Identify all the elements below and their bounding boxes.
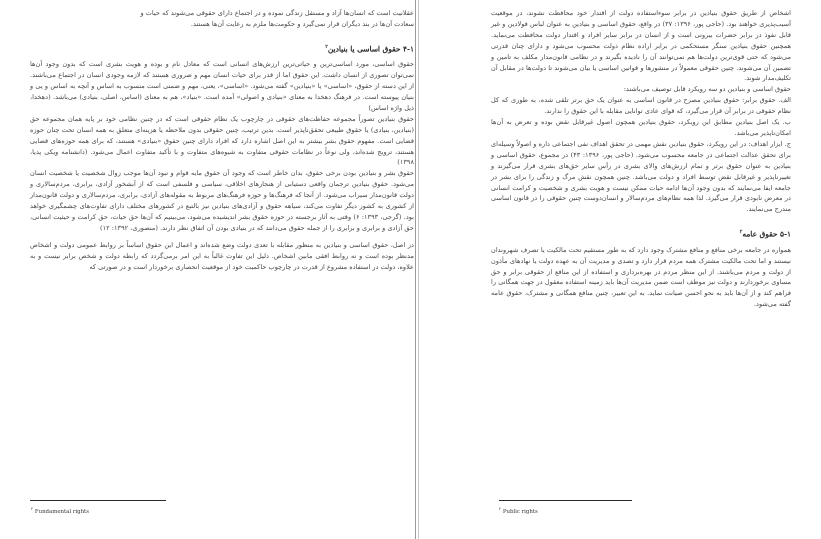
right-footnote-number: ۲ bbox=[499, 506, 502, 511]
right-page-content bbox=[491, 8, 791, 310]
left-footnote-text: Fundamental rights bbox=[34, 508, 89, 515]
right-footnote-text: Public rights bbox=[502, 508, 538, 515]
left-footnote-number: ۲ bbox=[31, 506, 34, 511]
page-divider bbox=[415, 0, 416, 539]
left-paragraph-top-1: عقلانیت است که انسان‌ها آزاد و مستقل زندگی نموده و در اجتماع دارای حقوقی می‌شوند که حیات و bbox=[140, 9, 414, 17]
left-page-content bbox=[30, 8, 414, 273]
left-paragraph-3: حقوق بشر و بنیادین بودن برخی حقوق، بدان خاطر است که وجود آن حقوق مایه قوام و نبود آن‌ها موجب زوال شخصیت یا شخصیت انسان می‌شود. حقوق بنیادین ترجمان واقعی دستیابی از هنجارهای اخلاقی، سیاسی و فلسفی است که از آبشخور آزادی، برابری، مردم‌سالاری و دولت قانون‌مدار سیراب می‌شود. از آنجا که فرهنگ‌ها و حوزه فرهنگ‌های مربوط به مقوله‌های آزادی، برابری، مردم‌سالاری و دولت قانون‌مدار از کشوری به کشور دیگر تفاوت می‌کند، سیاهه حقوق و آزادی‌های بنیادین نیز بالتبع در کشورهای مختلف دارای تفاوت‌های چشمگیری خواهد بود. (گرجی، ۱۳۹۳: ۶) وقتی به آثار برجسته در حوزه حقوق بشر اندیشیده می‌شود، می‌بینیم که آن‌ها حق حیات، حق کرامت و حیثیت انسانی، حق آزادی و برابری و برابری را از جمله حقوق می‌دانند که در بنیادی بودن آن اتفاق نظر دارند. (منصوری، ۱۳۹۲: ۱۲) bbox=[30, 169, 414, 232]
heading-footnote-ref[interactable]: ۲ bbox=[325, 43, 328, 50]
left-paragraph-2: حقوق بنیادین تصوراً مجموعه حفاظت‌های حقوقی در چارچوب یک نظام حقوقی است که در چنین نظامی خود بر پایه همان مجموعه حق‌ (بنیادین، بنیادی) یا حقوق طبیعی تحقق‌ناپذیر است. بدین ترتیب، چنین حقوقی بدون ملاحظه یا هزینه‌ای متعلق به همه انسان تحت چنان حوزه قضایی است. مفهوم حقوق بشر بیشتر به این اصل اشاره دارد که افراد دارای چنین حقوق «بنیادی» هستند، که برای همه حوزه‌های قضایی هستند، ترویج شده‌اند، ولی نوعاً در نظامات حقوقی متفاوت به شیوه‌های متفاوت و با تأکید متفاوت اعمال می‌شود. (دانشنامه ویکی پدیا، ۱۳۹۸) bbox=[30, 114, 414, 167]
left-footnote bbox=[31, 505, 89, 516]
right-footnote-rule bbox=[499, 500, 632, 501]
right-paragraph-5: ج. ابزار اهداف: در این رویکرد، حقوق بنیادین نقش مهمی در تحقق اهداف نفی اجتماعی داره و اصولاً وسیله‌ای برای تحقق عدالت اجتماعی در جامعه محسوب می‌شود. (حاجی پور، ۱۳۹۶: ۴۳) در مجموع، حقوق اساسی و بنیادین به عنوان حقوق برتر و تمام ارزش‌های والای بشری در رأس سایر حق‌های بشری قرار می‌گیرند و تغییرناپذیر و غیرقابل نقض توسط افراد و دولت می‌باشد. چنین همچون نقش مرگ و زندگی را برای بشر در جامعه ایفا می‌نمایند که بدون وجود آن‌ها ادامه حیات ممکن نیست و هویت بشری و شخصیت و کرامت انسانی در معرض نابودی قرار می‌گیرد. لذا همه نظام‌های مردم‌سالار و انسان‌دوست چنین حقوقی را در قانون اساسی مندرج می‌نمایند. bbox=[491, 139, 792, 214]
section-heading-fundamental-rights bbox=[30, 41, 414, 55]
right-footnote bbox=[499, 505, 538, 516]
left-paragraph-top-2: سعادت آن‌ها در بند دیگران قرار نمی‌گیرد و حکومت‌ها ملزم به رعایت آن‌ها هستند. bbox=[190, 19, 414, 28]
right-paragraph-3: الف. حقوق برابر: حقوق بنیادین مصرح در قانون اساسی به عنوان یک حق برتر تلقی شده، به طوری که کل نظام حقوقی در برابر آن قرار می‌گیرد، که قوای عادی توانایی مقابله با این حقوق را ندارند. bbox=[491, 96, 791, 116]
right-paragraph-6: همواره در جامعه برخی منافع و منافع مشترک وجود دارد که به طور مستقیم تحت مالکیت یا تصرف شهروندان نیستند و اما تحت مالکیت مشترک همه مردم قرار دارد و تصدی و مدیریت آن به عهده دولت یا نهادهای مأذون از دولت و مردم می‌باشند. از این منظر مردم در بهره‌برداری و استفاده از این منافع از حقوقی برابر و حق مساوی برخوردارند و دولت نیز موظف است ضمن مدیریت آن‌ها باید زمینه استفاده معقول در جهت همگانی را فراهم کند و از آن‌ها باید به نحو احسن صیانت نماید. به این تعبیر، چنین منافع همگانی و مشترک، حقوق عامه گفته می‌شود. bbox=[491, 245, 791, 309]
left-paragraph-1: حقوق اساسی، مورد اساسی‌ترین و حیاتی‌ترین ارزش‌های انسانی است که معادل نام و بوده و هویت بشری است که بدون وجود آن‌ها نمی‌توان تصوری از انسان داشت. این حقوق اما از قدر برای حیات انسان مهم و ضروری هستند که لازمه وجودی انسان در اجتماع می‌باشند. از این دسته از حقوق، «اساسی» یا «بنیادین» گفته می‌شود. «اساسی»، یعنی، مهم و ضمنی است منسوب به اساس و آنچه به اساس و پی و بنیان پیوسته است. در فرهنگ دهخدا به معنای «بنیادی و اصولی» آمده است. «بنیاد»، هم به معنای (اساس، اصلی، بنیادی) می‌باشد. (دهخدا، ذیل واژه اساس) bbox=[30, 60, 414, 112]
right-paragraph-1: اشخاص از طریق حقوق بنیادین در برابر سوءاستفاده دولت از اقتدار خود محافظت نشوند، در موقعیت آسیب‌پذیری خواهند بود. (حاجی پور، ۱۳۹۶: ۳۷) در واقع، حقوق اساسی و بنیادین به عنوان لباس فولادین و غیر قابل نفوذ در برابر حضرات بیرونی است و از انسان در برابر سایر افراد و اقتدار دولت محافظت می‌نماید. همچنین حقوق بنیادین سنگر مستحکمی در برابر اراده نظام دولت محسوب می‌شود و دارای چنان قدرتی می‌شود که حتی قوی‌ترین دولت‌ها هم نمی‌توانند آن را نادیده بگیرند و در نظامی قانون‌مدار مکلف به تامین و تضمین آن می‌شوند. چنین حقوقی معمولاً در منشورها و قوانین اساسی یا بیان می‌شوند تا دولت‌ها در مقابل آن تکلیف‌مدار شوند. bbox=[491, 9, 791, 83]
section-heading-public-rights bbox=[491, 226, 791, 240]
right-page bbox=[419, 0, 821, 539]
heading-text: ۵-۱ حقوق عامه bbox=[742, 229, 791, 239]
right-paragraph-4: ب. یک اصل بنیادین مطابق این رویکرد، حقوق بنیادین همچون اصول غیرقابل نقض بوده و تعرض به آن‌ها امکان‌ناپذیر می‌باشد. bbox=[491, 118, 791, 137]
heading-footnote-ref[interactable]: ۲ bbox=[739, 229, 743, 236]
right-paragraph-2: حقوق اساسی و بنیادین دو سه رویکرد قابل توصیف می‌باشند: bbox=[623, 85, 791, 94]
left-footnote-rule bbox=[30, 500, 166, 501]
heading-text: ۴-۱ حقوق اساسی یا بنیادین bbox=[327, 44, 414, 54]
left-paragraph-4: در اصل، حقوق اساسی و بنیادین به منظور مقابله با تعدی دولت وضع شده‌اند و اعمال این حقوق اساساً بر روابط عمومی دولت و اشخاص مدنظر بوده است و نه روابط افقی مابین اشخاص. دلیل این تفاوت غالباً به این امر برمی‌گردد که رابطه دولت و شخص برابر نیست و به علاوه، دولت در استفاده مشروع از قدرت در چارچوب حاکمیت خود از موقعیت انحصاری برخوردار است و در صورتی که bbox=[30, 240, 414, 271]
